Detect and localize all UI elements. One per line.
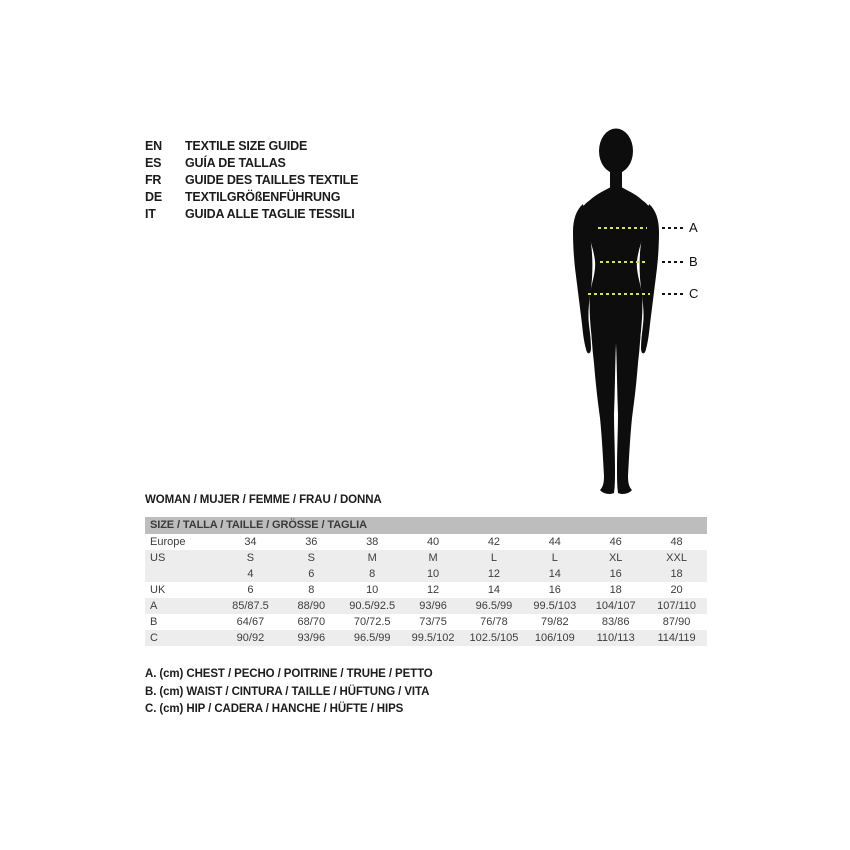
table-cell: 90.5/92.5 [349, 600, 396, 612]
table-cell: S [307, 552, 315, 564]
table-cell: 87/90 [662, 616, 691, 628]
table-cell: 6 [247, 584, 254, 596]
table-cell: 83/86 [601, 616, 630, 628]
table-cell: 18 [609, 584, 622, 596]
measurement-legend [145, 666, 433, 719]
table-cell: 48 [670, 536, 683, 548]
table-cell: 10 [366, 584, 379, 596]
figure-area [558, 128, 728, 500]
table-cell: 88/90 [297, 600, 326, 612]
table-cell: S [246, 552, 255, 564]
table-cell: 6 [308, 568, 315, 580]
row-label: B [150, 616, 158, 628]
language-label: GUÍA DE TALLAS [185, 155, 286, 170]
table-cell: 99.5/103 [533, 600, 577, 612]
table-cell: 14 [548, 568, 561, 580]
table-cell: L [490, 552, 497, 564]
size-table [145, 517, 707, 646]
size-table-header: SIZE / TALLA / TAILLE / GRÖSSE / TAGLIA [145, 517, 707, 534]
row-label: US [150, 552, 166, 564]
legend-line-c: C. (cm) HIP / CADERA / HANCHE / HÜFTE / HIPS [145, 703, 404, 715]
table-cell: 114/119 [657, 632, 696, 644]
table-cell: 14 [487, 584, 501, 596]
language-row-fr [145, 171, 358, 188]
gender-heading: WOMAN / MUJER / FEMME / FRAU / DONNA [145, 494, 382, 506]
table-cell: 18 [670, 568, 683, 580]
measure-label-a: A [689, 220, 698, 235]
table-cell: 38 [366, 536, 379, 548]
table-cell: 90/92 [236, 632, 265, 644]
language-label: GUIDE DES TAILLES TEXTILE [185, 172, 359, 187]
table-row-b [145, 614, 707, 630]
woman-silhouette [570, 128, 705, 496]
measure-line-body-a [598, 227, 647, 229]
table-cell: 8 [308, 584, 315, 596]
language-code: FR [145, 172, 162, 187]
table-cell: 34 [244, 536, 257, 548]
language-code: EN [145, 138, 162, 153]
language-row-it [145, 205, 358, 222]
language-row-es [145, 154, 358, 171]
table-row-c [145, 630, 707, 646]
table-cell: XL [608, 552, 623, 564]
table-cell: XXL [666, 552, 687, 564]
table-row-europe [145, 534, 707, 550]
table-cell: 42 [487, 536, 501, 548]
table-cell: 70/72.5 [353, 616, 391, 628]
table-cell: 104/107 [595, 600, 636, 612]
table-row-us [145, 550, 707, 566]
table-cell: 36 [305, 536, 318, 548]
table-row-a [145, 598, 707, 614]
table-cell: 68/70 [297, 616, 326, 628]
row-label: Europe [150, 536, 186, 548]
table-cell: 12 [487, 568, 501, 580]
language-label: TEXTILGRÖßENFÜHRUNG [185, 189, 341, 204]
row-label: C [150, 632, 158, 644]
table-cell: 99.5/102 [411, 632, 455, 644]
table-cell: 107/110 [657, 600, 697, 612]
row-label: UK [150, 584, 166, 596]
table-cell: 4 [247, 568, 254, 580]
measure-label-b: B [689, 254, 698, 269]
table-cell: 110/113 [596, 632, 635, 644]
language-code: ES [145, 155, 162, 170]
table-cell: 8 [369, 568, 376, 580]
table-cell: 102.5/105 [469, 632, 519, 644]
table-cell: M [428, 552, 438, 564]
measure-label-c: C [689, 286, 699, 301]
table-cell: 44 [548, 536, 561, 548]
legend-line-b: B. (cm) WAIST / CINTURA / TAILLE / HÜFTUNG / VITA [145, 685, 430, 698]
measure-line-outer-a [662, 227, 683, 229]
table-cell: 40 [426, 536, 440, 548]
table-cell: L [551, 552, 558, 564]
row-label: A [150, 600, 158, 612]
language-code: IT [145, 206, 156, 221]
language-title-block [145, 137, 358, 222]
measure-line-body-c [588, 293, 650, 295]
table-cell: 93/96 [419, 600, 447, 612]
table-cell: 79/82 [541, 616, 569, 628]
language-row-en [145, 137, 358, 154]
table-cell: 106/109 [534, 632, 575, 644]
measure-line-body-b [600, 261, 645, 263]
table-cell: 85/87.5 [232, 600, 269, 612]
table-row-sizes [145, 566, 707, 582]
table-cell: 96.5/99 [353, 632, 391, 644]
measure-line-outer-c [662, 293, 683, 295]
table-cell: 73/75 [419, 616, 447, 628]
table-cell: M [367, 552, 377, 564]
language-code: DE [145, 189, 162, 204]
table-cell: 46 [609, 536, 622, 548]
table-cell: 64/67 [236, 616, 265, 628]
table-cell: 16 [548, 584, 561, 596]
table-cell: 16 [609, 568, 622, 580]
measure-line-outer-b [662, 261, 683, 263]
table-cell: 12 [426, 584, 440, 596]
table-cell: 93/96 [297, 632, 326, 644]
table-cell: 20 [670, 584, 683, 596]
language-label: GUIDA ALLE TAGLIE TESSILI [185, 206, 355, 221]
language-label: TEXTILE SIZE GUIDE [185, 138, 308, 153]
table-row-uk [145, 582, 707, 598]
table-cell: 10 [426, 568, 440, 580]
legend-line-a: A. (cm) CHEST / PECHO / POITRINE / TRUHE / PETTO [145, 668, 433, 680]
language-row-de [145, 188, 358, 205]
table-cell: 96.5/99 [475, 600, 513, 612]
table-cell: 76/78 [480, 616, 508, 628]
